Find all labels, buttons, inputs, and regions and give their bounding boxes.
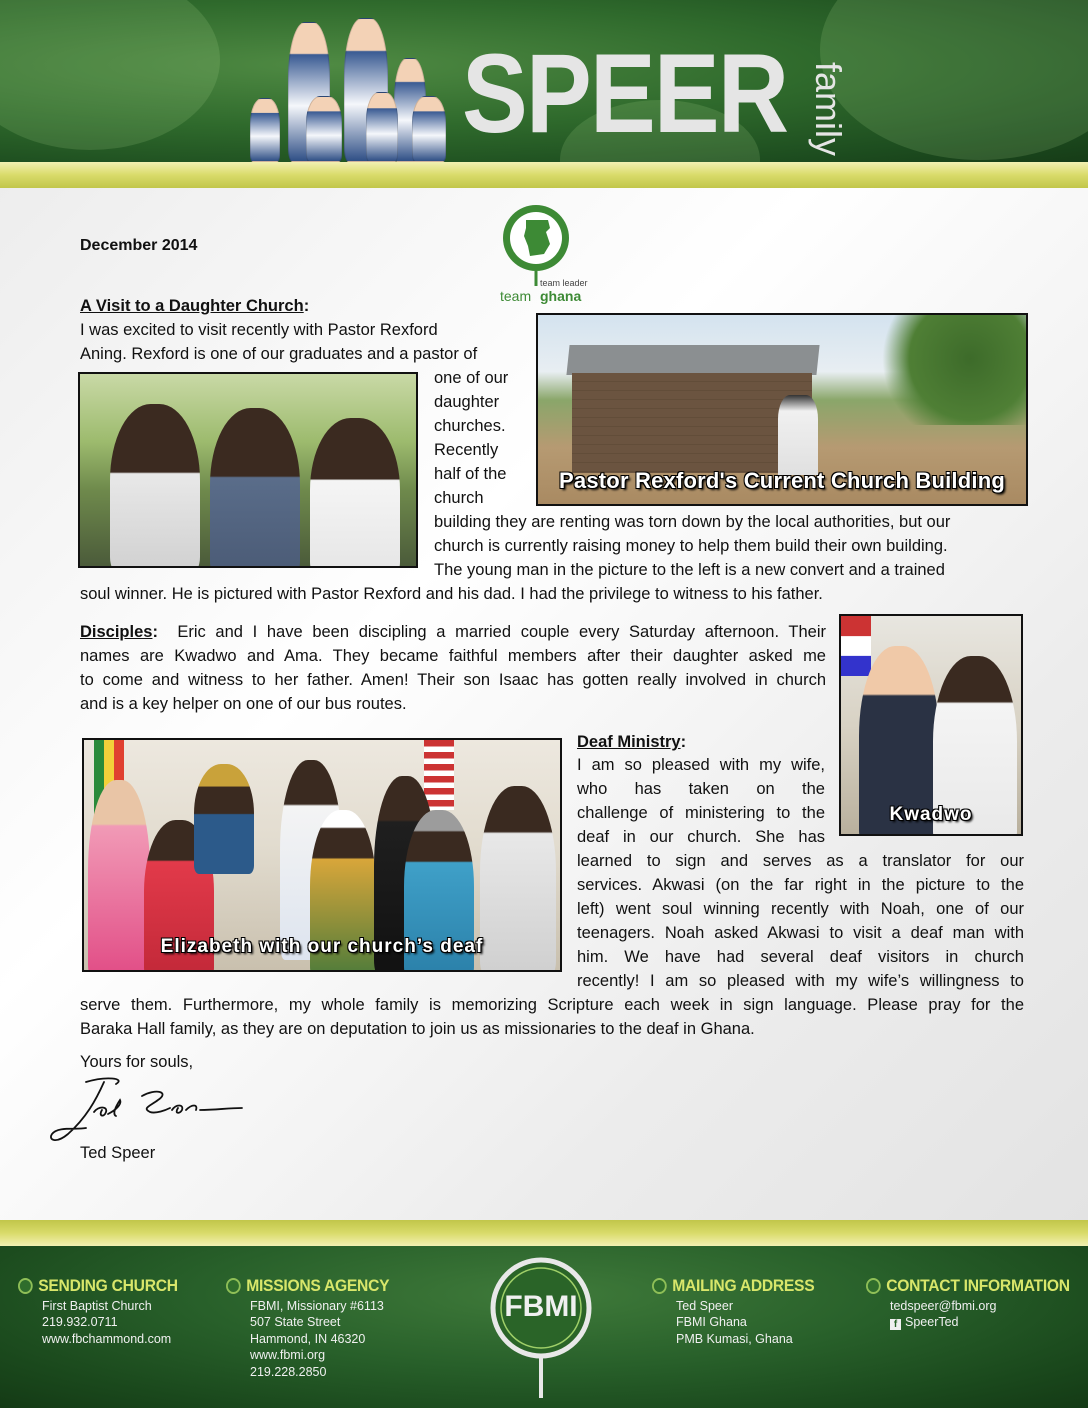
section-disciples: [80, 620, 826, 716]
section-heading-deaf-ministry: Deaf Ministry:: [577, 733, 687, 751]
footer-line: FBMI, Missionary #6113: [250, 1299, 384, 1313]
bullet-icon: [18, 1278, 33, 1294]
paragraph-line: I am so pleased with my wife,: [577, 756, 825, 774]
footer-link-email[interactable]: tedspeer@fbmi.org: [890, 1299, 997, 1313]
paragraph-line: Disciples: Eric and I have been discipling a married couple every Saturday afternoon. Their: [80, 623, 826, 641]
paragraph-line: Aning. Rexford is one of our graduates and a pastor of: [80, 345, 478, 363]
footer-line: PMB Kumasi, Ghana: [676, 1331, 793, 1346]
footer-missions-agency: [226, 1276, 403, 1380]
photo-caption: Elizabeth with our church’s deaf: [160, 936, 484, 957]
footer-column-title: MISSIONS AGENCY: [226, 1276, 389, 1296]
paragraph-line: daughter: [434, 393, 500, 411]
letter-date: December 2014: [80, 237, 198, 254]
photo-caption: Kwadwo: [889, 804, 973, 825]
paragraph-line: left) went soul winning recently with Noah, one of our: [577, 900, 1024, 918]
footer-line: First Baptist Church: [42, 1299, 152, 1313]
paragraph-line: teenagers. Noah asked Akwasi to visit a deaf man with: [577, 924, 1024, 942]
paragraph-line: The young man in the picture to the left is a new convert and a trained: [434, 561, 945, 579]
footer-link-website[interactable]: www.fbchammond.com: [42, 1331, 172, 1346]
footer-sending-church: [18, 1276, 192, 1347]
paragraph-line: to come and witness to her father. Amen! Their son Isaac has gotten really involved in church: [80, 671, 826, 689]
paragraph-line: church: [434, 489, 484, 507]
paragraph-line: challenge of ministering to the: [577, 804, 825, 822]
deaf-ministry-paragraph-wide: [80, 993, 1024, 1041]
team-ghana-logo: [496, 202, 588, 308]
footer-column-title: MAILING ADDRESS: [652, 1276, 814, 1296]
footer-line: 219.228.2850: [250, 1364, 327, 1379]
footer-line: Hammond, IN 46320: [250, 1331, 366, 1346]
footer-line: 219.932.0711: [42, 1315, 118, 1330]
paragraph-line: half of the: [434, 465, 507, 483]
page-header: [0, 0, 1088, 162]
fbmi-logo-text: FBMI: [504, 1290, 578, 1323]
signature-name: Ted Speer: [80, 1144, 156, 1162]
paragraph-line: who has taken on the: [577, 780, 825, 798]
paragraph-line: one of our: [434, 369, 509, 387]
section-heading-text: Disciples: [80, 623, 153, 641]
bullet-icon: [226, 1278, 241, 1294]
leaf-decoration: [0, 0, 220, 150]
paragraph-line: church is currently raising money to help them build their own building.: [434, 537, 948, 555]
paragraph-line: recently! I am so pleased with my wife’s willingness to: [577, 972, 1024, 990]
footer-column-title: SENDING CHURCH: [18, 1276, 178, 1296]
closing-salutation: Yours for souls,: [80, 1053, 194, 1071]
footer-accent-bar: [0, 1220, 1088, 1246]
newsletter-title: SPEER: [462, 31, 788, 156]
paragraph-line: building they are renting was torn down by the local authorities, but our: [434, 513, 951, 531]
section-heading-daughter-church: A Visit to a Daughter Church:: [80, 297, 310, 315]
header-accent-bar: [0, 162, 1088, 188]
footer-contact-information: [866, 1276, 1088, 1331]
paragraph-line: I was excited to visit recently with Pastor Rexford: [80, 321, 438, 339]
photo-elizabeth-and-deaf-members: [82, 738, 562, 972]
leaf-decoration: [820, 0, 1088, 160]
footer-line: FBMI Ghana: [676, 1315, 747, 1330]
photo-kwadwo: [839, 614, 1023, 836]
paragraph-line: and is a key helper on one of our bus routes.: [80, 695, 407, 713]
narrow-paragraph: [434, 366, 534, 510]
footer-column-title: CONTACT INFORMATION: [866, 1276, 1070, 1296]
deaf-ministry-paragraph-narrow: [577, 753, 825, 849]
paragraph-line: learned to sign and serves as a translator for our: [577, 852, 1024, 870]
deaf-ministry-paragraph-medium: [577, 849, 1024, 993]
footer-line: Ted Speer: [676, 1299, 733, 1313]
family-photo: [248, 8, 454, 162]
section-heading-text: A Visit to a Daughter Church: [80, 297, 304, 315]
paragraph-line: churches.: [434, 417, 506, 435]
footer-facebook-line[interactable]: f SpeerTed: [890, 1314, 1088, 1330]
photo-rexford-and-family: [78, 372, 418, 568]
logo-ghana: ghana: [540, 288, 582, 304]
photo-caption: Pastor Rexford's Current Church Building: [559, 468, 1005, 493]
paragraph-line: Recently: [434, 441, 499, 459]
footer-link-website[interactable]: www.fbmi.org: [250, 1348, 326, 1363]
paragraph-line: serve them. Furthermore, my whole family is memorizing Scripture each week in sign language. Please pray for the: [80, 996, 1024, 1014]
handwritten-signature: [46, 1070, 246, 1150]
paragraph-line: Baraka Hall family, as they are on deputation to join us as missionaries to the deaf in Ghana.: [80, 1020, 755, 1038]
paragraph-line: him. We have had several deaf visitors in church: [577, 948, 1024, 966]
logo-team: team: [500, 288, 532, 304]
section-heading-text: Deaf Ministry: [577, 733, 681, 751]
paragraph-line: deaf in our church. She has: [577, 828, 825, 846]
bullet-icon: [866, 1278, 881, 1294]
newsletter-subtitle: family: [808, 62, 849, 157]
photo-church-building: [536, 313, 1028, 506]
paragraph-line: soul winner. He is pictured with Pastor Rexford and his dad. I had the privilege to witness to his father.: [80, 585, 823, 603]
bullet-icon: [652, 1278, 667, 1294]
footer-line: 507 State Street: [250, 1315, 341, 1330]
paragraph-line: services. Akwasi (on the far right in the picture to the: [577, 876, 1024, 894]
facebook-icon: f: [890, 1319, 901, 1330]
paragraph-line: names are Kwadwo and Ama. They became faithful members after their daughter asked me: [80, 647, 826, 665]
footer-mailing-address: [652, 1276, 829, 1347]
logo-team-leader: team leader: [540, 278, 588, 288]
page-footer: [0, 1246, 1088, 1408]
fbmi-logo: [488, 1252, 594, 1402]
